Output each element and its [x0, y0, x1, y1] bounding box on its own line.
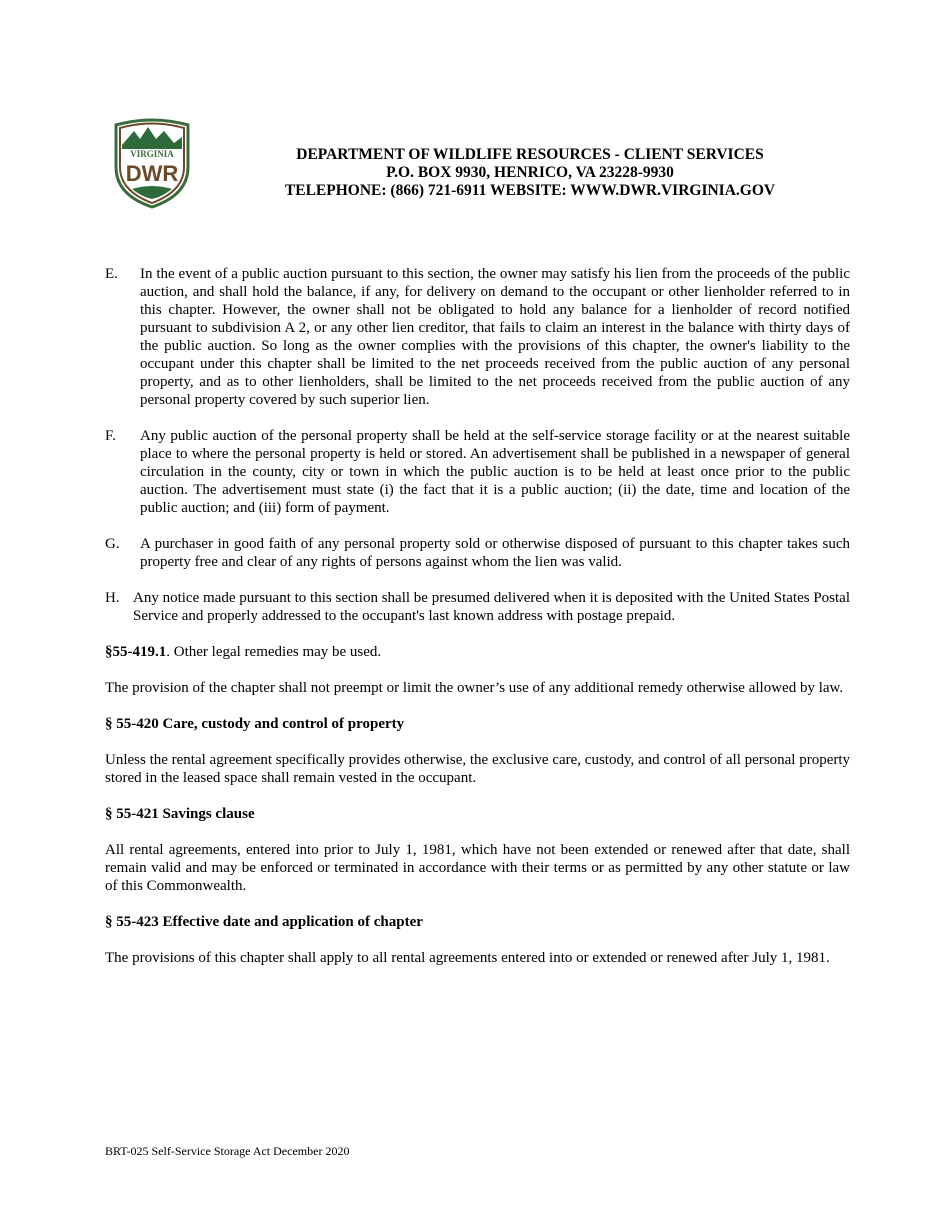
- section-55-419-1-title: [105, 643, 850, 661]
- clause-text: Any public auction of the personal property shall be held at the self-service storage facility or at the nearest suitable place to where the personal property is held or stored. An advertisement shall be published in a newspaper of general circulation in the county, city or town in which the public auction is to be held at least once prior to the public auction. The advertisement must state (i) the fact that it is a public auction; (ii) the date, time and location of the public auction; and (iii) form of payment.: [140, 428, 850, 516]
- letterhead: [250, 146, 810, 200]
- clause-text: A purchaser in good faith of any personal property sold or otherwise disposed of pursuant to this chapter takes such property free and clear of any rights of persons against whom the lien was valid.: [140, 536, 850, 570]
- section-55-423-body: The provisions of this chapter shall apply to all rental agreements entered into or extended or renewed after July 1, 1981.: [105, 950, 830, 966]
- clause-letter: G.: [105, 536, 120, 552]
- clause-text: Any notice made pursuant to this section shall be presumed delivered when it is deposited with the United States Postal Service and properly addressed to the occupant's last known address with postage prepaid.: [133, 590, 850, 624]
- section-55-421-heading: § 55-421 Savings clause: [105, 806, 255, 822]
- clause-letter: E.: [105, 266, 118, 282]
- svg-text:VIRGINIA: VIRGINIA: [130, 149, 174, 159]
- section-55-419-1-body: The provision of the chapter shall not preempt or limit the owner’s use of any additional remedy otherwise allowed by law.: [105, 680, 844, 696]
- header-department: DEPARTMENT OF WILDLIFE RESOURCES - CLIENT SERVICES: [296, 146, 764, 163]
- section-title-text: . Other legal remedies may be used.: [166, 644, 382, 660]
- clause-f: [105, 427, 850, 517]
- section-55-420-body: Unless the rental agreement specifically provides otherwise, the exclusive care, custody, and control of all personal property stored in the leased space shall remain vested in the occupant.: [105, 752, 851, 786]
- document-body: [105, 265, 850, 985]
- section-number: §55-419.1: [105, 644, 167, 660]
- clause-text: In the event of a public auction pursuant to this section, the owner may satisfy his lien from the proceeds of the public auction, and shall hold the balance, if any, for delivery on demand to the occupant or other lienholder referred to in this chapter. However, the owner shall not be obligated to hold any balance for a lienholder of record notified pursuant to subdivision A 2, or any other lien creditor, that fails to claim an interest in the balance with thirty days of the public auction. So long as the owner complies with the provisions of this chapter, the owner's liability to the occupant under this chapter shall be limited to the net proceeds received from the public auction of any personal property, and as to other lienholders, shall be limited to the net proceeds received from the public auction of any personal property covered by such superior lien.: [140, 266, 850, 408]
- clause-letter: H.: [105, 590, 120, 606]
- section-55-421-body: All rental agreements, entered into prior to July 1, 1981, which have not been extended or renewed after that date, shall remain valid and may be enforced or terminated in accordance with their terms or as permitted by any other statute or law of this Commonwealth.: [105, 842, 850, 894]
- section-55-423-heading: § 55-423 Effective date and application of chapter: [105, 914, 423, 930]
- clause-h: [105, 589, 850, 625]
- header-contact: TELEPHONE: (866) 721-6911 WEBSITE: WWW.DWR.VIRGINIA.GOV: [284, 182, 776, 199]
- clause-e: [105, 265, 850, 409]
- clause-g: [105, 535, 850, 571]
- page-footer: BRT-025 Self-Service Storage Act December 2020: [105, 1144, 350, 1158]
- header-address: P.O. BOX 9930, HENRICO, VA 23228-9930: [386, 164, 674, 181]
- svg-text:DWR: DWR: [125, 161, 179, 186]
- section-55-420-heading: § 55-420 Care, custody and control of property: [105, 716, 405, 732]
- clause-letter: F.: [105, 428, 116, 444]
- dwr-logo: [110, 115, 194, 209]
